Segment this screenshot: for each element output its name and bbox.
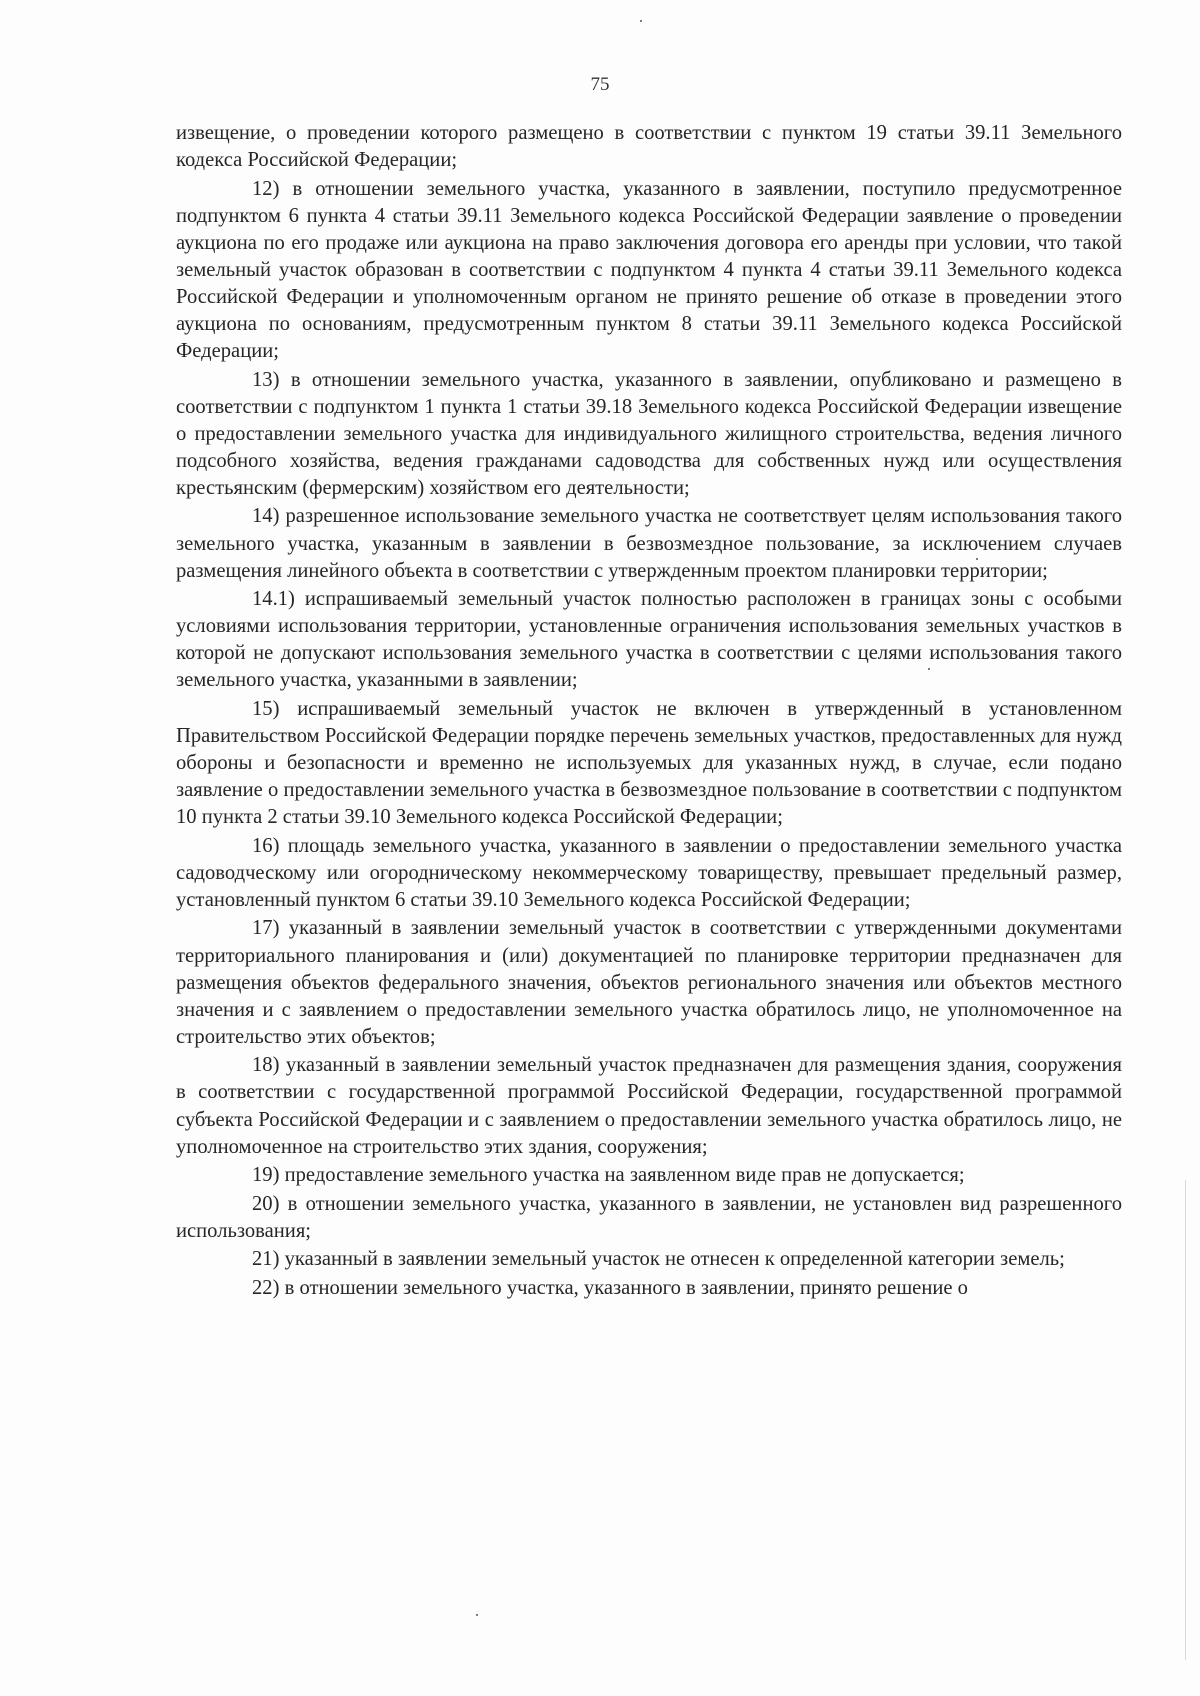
paragraph-item-15: 15) испрашиваемый земельный участок не включен в утвержденный в установленном Правительством Российской Федерации порядке перечень земельных участков, предоставленных для нужд обороны и безопасности и временно не используемых для указанных нужд, в случае, если подано заявление о предоставлении земельного участка в безвозмездное пользование в соответствии с подпунктом 10 пункта 2 статьи 39.10 Земельного кодекса Российской Федерации; [176, 697, 1122, 829]
scan-speck [976, 558, 978, 560]
scan-speck [640, 20, 642, 22]
paragraph-continuation: извещение, о проведении которого размещено в соответствии с пунктом 19 статьи 39.11 Земельного кодекса Российской Федерации; [176, 122, 1122, 172]
document-body [176, 120, 1122, 1303]
scan-speck [928, 668, 930, 670]
paragraph-item-19: 19) предоставление земельного участка на заявленном виде прав не допускается; [252, 1164, 965, 1187]
paragraph-item-20: 20) в отношении земельного участка, указанного в заявлении, не установлен вид разрешенного использования; [176, 1192, 1122, 1242]
paragraph-item-14: 14) разрешенное использование земельного участка не соответствует целям использования такого земельного участка, указанным в заявлении в безвозмездное пользование, за исключением случаев размещения линейного объекта в соответствии с утвержденным проектом планировки территории; [176, 505, 1122, 582]
scan-edge-line [1185, 1180, 1186, 1660]
page-number: 75 [590, 74, 610, 95]
paragraph-item-13: 13) в отношении земельного участка, указанного в заявлении, опубликовано и размещено в соответствии с подпунктом 1 пункта 1 статьи 39.18 Земельного кодекса Российской Федерации извещение о предоставлении земельного участка для индивидуального жилищного строительства, ведения личного подсобного хозяйства, ведения гражданами садоводства для собственных нужд или осуществления крестьянским (фермерским) хозяйством его деятельности; [176, 368, 1122, 499]
paragraph-item-21: 21) указанный в заявлении земельный участок не отнесен к определенной категории земель; [252, 1248, 1065, 1271]
paragraph-item-12: 12) в отношении земельного участка, указанного в заявлении, поступило предусмотренное подпунктом 6 пункта 4 статьи 39.11 Земельного кодекса Российской Федерации заявление о проведении аукциона по его продаже или аукциона на право заключения договора его аренды при условии, что такой земельный участок образован в соответствии с подпунктом 4 пункта 4 статьи 39.11 Земельного кодекса Российской Федерации и уполномоченным органом не принято решение об отказе в проведении этого аукциона по основаниям, предусмотренным пунктом 8 статьи 39.11 Земельного кодекса Российской Федерации; [176, 177, 1122, 363]
paragraph-item-14-1: 14.1) испрашиваемый земельный участок полностью расположен в границах зоны с особыми условиями использования территории, установленные ограничения использования земельных участков в которой не допускают использования земельного участка в соответствии с целями использования такого земельного участка, указанными в заявлении; [176, 588, 1122, 692]
scan-speck [476, 1614, 478, 1616]
paragraph-item-17: 17) указанный в заявлении земельный участок в соответствии с утвержденными документами территориального планирования и (или) документацией по планировке территории предназначен для размещения объектов федерального значения, объектов регионального значения или объектов местного значения и с заявлением о предоставлении земельного участка обратилось лицо, не уполномоченное на строительство этих объектов; [176, 917, 1122, 1048]
paragraph-item-16: 16) площадь земельного участка, указанного в заявлении о предоставлении земельного участка садоводческому или огородническому некоммерческому товариществу, превышает предельный размер, установленный пунктом 6 статьи 39.10 Земельного кодекса Российской Федерации; [176, 834, 1122, 911]
paragraph-item-18: 18) указанный в заявлении земельный участок предназначен для размещения здания, сооружения в соответствии с государственной программой Российской Федерации, государственной программой субъекта Российской Федерации и с заявлением о предоставлении земельного участка обратилось лицо, не уполномоченное на строительство этих здания, сооружения; [176, 1054, 1122, 1158]
paragraph-item-22: 22) в отношении земельного участка, указанного в заявлении, принято решение о [252, 1276, 968, 1299]
